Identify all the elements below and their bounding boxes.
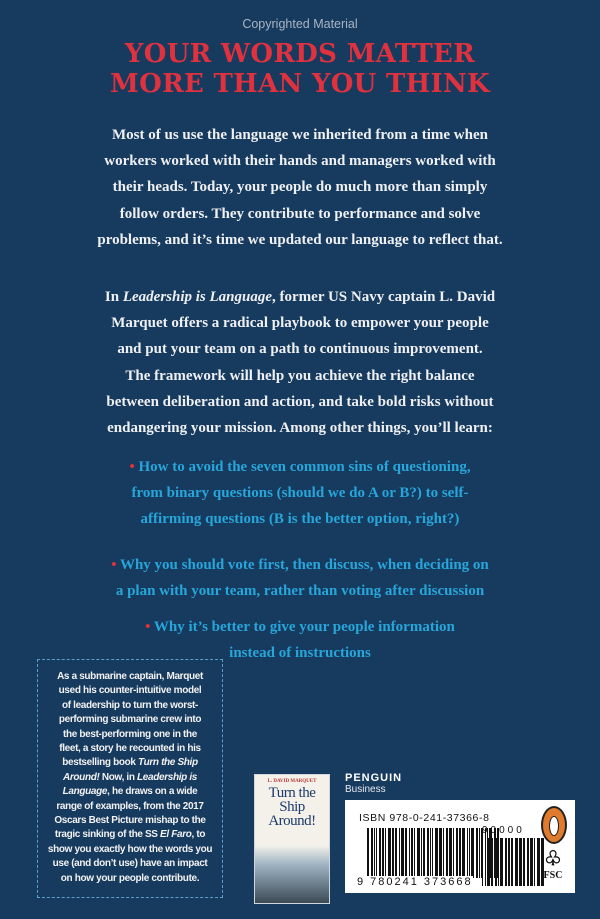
barcode-bar [395,828,397,878]
text-line: problems, and it’s time we updated our language to reflect that. [97,231,503,248]
barcode-bar [456,828,458,878]
text: How to avoid the seven common sins of questioning, [138,459,471,475]
barcode-number: 9 780241 373668 [357,876,473,888]
description-paragraph [0,284,600,441]
barcode-bar [527,838,529,886]
ship-name: El Faro [160,829,192,841]
barcode-bar [371,828,373,878]
text: In [104,289,123,305]
text-line: a plan with your team, rather than voting after discussion [115,583,485,599]
fsc-label: FSC [543,870,563,881]
barcode-bar [388,828,391,878]
publisher-name: PENGUIN [345,772,403,784]
publisher-imprint: Business [345,784,386,795]
bullet-item [0,552,600,604]
book-title: Language [62,786,108,798]
text: , to [191,829,206,841]
text-line: use (and don’t use) have an impact [52,858,208,870]
text-line [41,828,219,842]
book-title: Leadership is [137,771,197,783]
author-bio-box [37,659,223,898]
barcode-bar [530,838,533,886]
barcode-bar [443,828,444,878]
text-line: Oscars Best Picture mishap to the [54,815,206,827]
text-line: Most of us use the language we inherited from a time when [112,127,488,143]
barcode-bar [414,828,415,878]
text: bestselling book [62,757,138,769]
barcode-bar [462,828,465,878]
barcode-bar [471,828,474,878]
bullet-icon: • [111,557,120,573]
book-title: Around! [63,771,100,783]
barcode-bar [500,838,503,886]
barcode-panel [345,800,575,893]
barcode-bar [515,838,518,886]
book-title: Turn the Ship [138,757,198,769]
barcode-bar [392,828,394,878]
barcode-bar [439,828,442,878]
barcode-bar [411,828,413,878]
text-line: follow orders. They contribute to performance and solve [119,205,481,222]
barcode-bar [401,828,404,878]
text: tragic sinking of the SS [54,829,161,841]
barcode-bar [511,838,513,886]
barcode-bar [523,838,525,886]
text: Why it’s better to give your people information [153,619,455,635]
text-line: their heads. Today, your people do much more than simply [112,179,488,196]
text-line: between deliberation and action, and take bold risks without [106,393,494,410]
barcode-bar [487,838,490,886]
headline-line: MORE THAN YOU THINK [110,69,490,99]
barcode-bar [423,828,425,878]
text-line: the best-performing one in the [63,728,197,740]
watermark: Copyrighted Material [242,17,358,31]
text-line: used his counter-intuitive model [58,685,202,697]
text-line [41,771,219,785]
headline-line: YOUR WORDS MATTER [124,39,476,69]
text: Now, in [99,771,138,783]
book-title: Leadership is Language [122,289,273,305]
barcode-bar [491,838,493,886]
barcode-bar [495,838,497,886]
text-line: workers worked with their hands and managers worked with [104,153,496,170]
barcode-bar [432,828,433,878]
barcode-bar [421,828,422,878]
previous-book-cover [254,774,330,904]
text-line [41,785,219,799]
text-line: and put your team on a path to continuous improvement. [117,341,483,358]
barcode-bar [467,828,468,878]
bullet-item [0,454,600,532]
barcode-bar [508,838,510,886]
barcode-bar [405,828,407,878]
barcode-bar [435,828,438,878]
barcode-bar [409,828,410,878]
text-line: of leadership to turn the worst- [61,699,199,711]
text-line: from binary questions (should we do A or B?) to self- [131,485,469,501]
text-line: performing submarine crew into [58,714,202,726]
text-line: on how your people contribute. [60,872,200,884]
barcode-bar [476,828,478,878]
price-code: 90000 [482,825,525,836]
text-line: fleet, a story he recounted in his [59,743,201,755]
barcode-bar [417,828,420,878]
text: , he draws on a wide [107,786,198,798]
text-line: range of examples, from the 2017 [56,800,204,812]
barcode-bar [382,828,384,878]
text-line: endangering your mission. Among other things, you’ll learn: [107,420,493,437]
text-line: As a submarine captain, Marquet [57,671,203,682]
text-line: The framework will help you achieve the right balance [125,367,475,384]
barcode-bar [385,828,386,878]
barcode-icon [367,828,500,878]
headline [0,39,600,99]
text-line: show you exactly how the words you [47,843,213,855]
text-line: Marquet offers a radical playbook to empower your people [111,315,489,332]
text: , former US Navy captain L. David [272,289,496,305]
barcode-bar [430,828,431,878]
barcode-bar [519,838,522,886]
text-line [0,284,600,310]
barcode-bar [379,828,381,878]
isbn-label: ISBN 978-0-241-37366-8 [359,812,490,824]
bullet-icon: • [129,459,139,475]
text: Why you should vote first, then discuss, when deciding on [119,557,489,573]
barcode-bar [485,838,486,886]
barcode-bar [427,828,429,878]
barcode-bar [479,828,480,878]
barcode-bar [469,828,470,878]
text-line [41,756,219,770]
thumbnail-title: Turn the Ship Around! [268,785,316,829]
barcode-bar [498,838,499,886]
text-line: instead of instructions [229,645,371,661]
penguin-logo-icon [541,806,567,844]
barcode-bar [449,828,452,878]
fsc-logo-icon: ♧ FSC [535,848,571,881]
publisher [345,772,402,795]
barcode-bar [399,828,400,878]
barcode-bar [374,828,375,878]
barcode-bar [459,828,461,878]
barcode-bar [367,828,369,878]
thumbnail-author: L. DAVID MARQUET [267,779,317,784]
barcode-bar [505,838,507,886]
barcode-bar [446,828,448,878]
bullet-icon: • [145,619,154,635]
barcode-bar [482,838,483,886]
text-line: affirming questions (B is the better option, right?) [140,511,460,527]
barcode-bar [376,828,377,878]
barcode-bar [453,828,454,878]
intro-paragraph [0,122,600,253]
